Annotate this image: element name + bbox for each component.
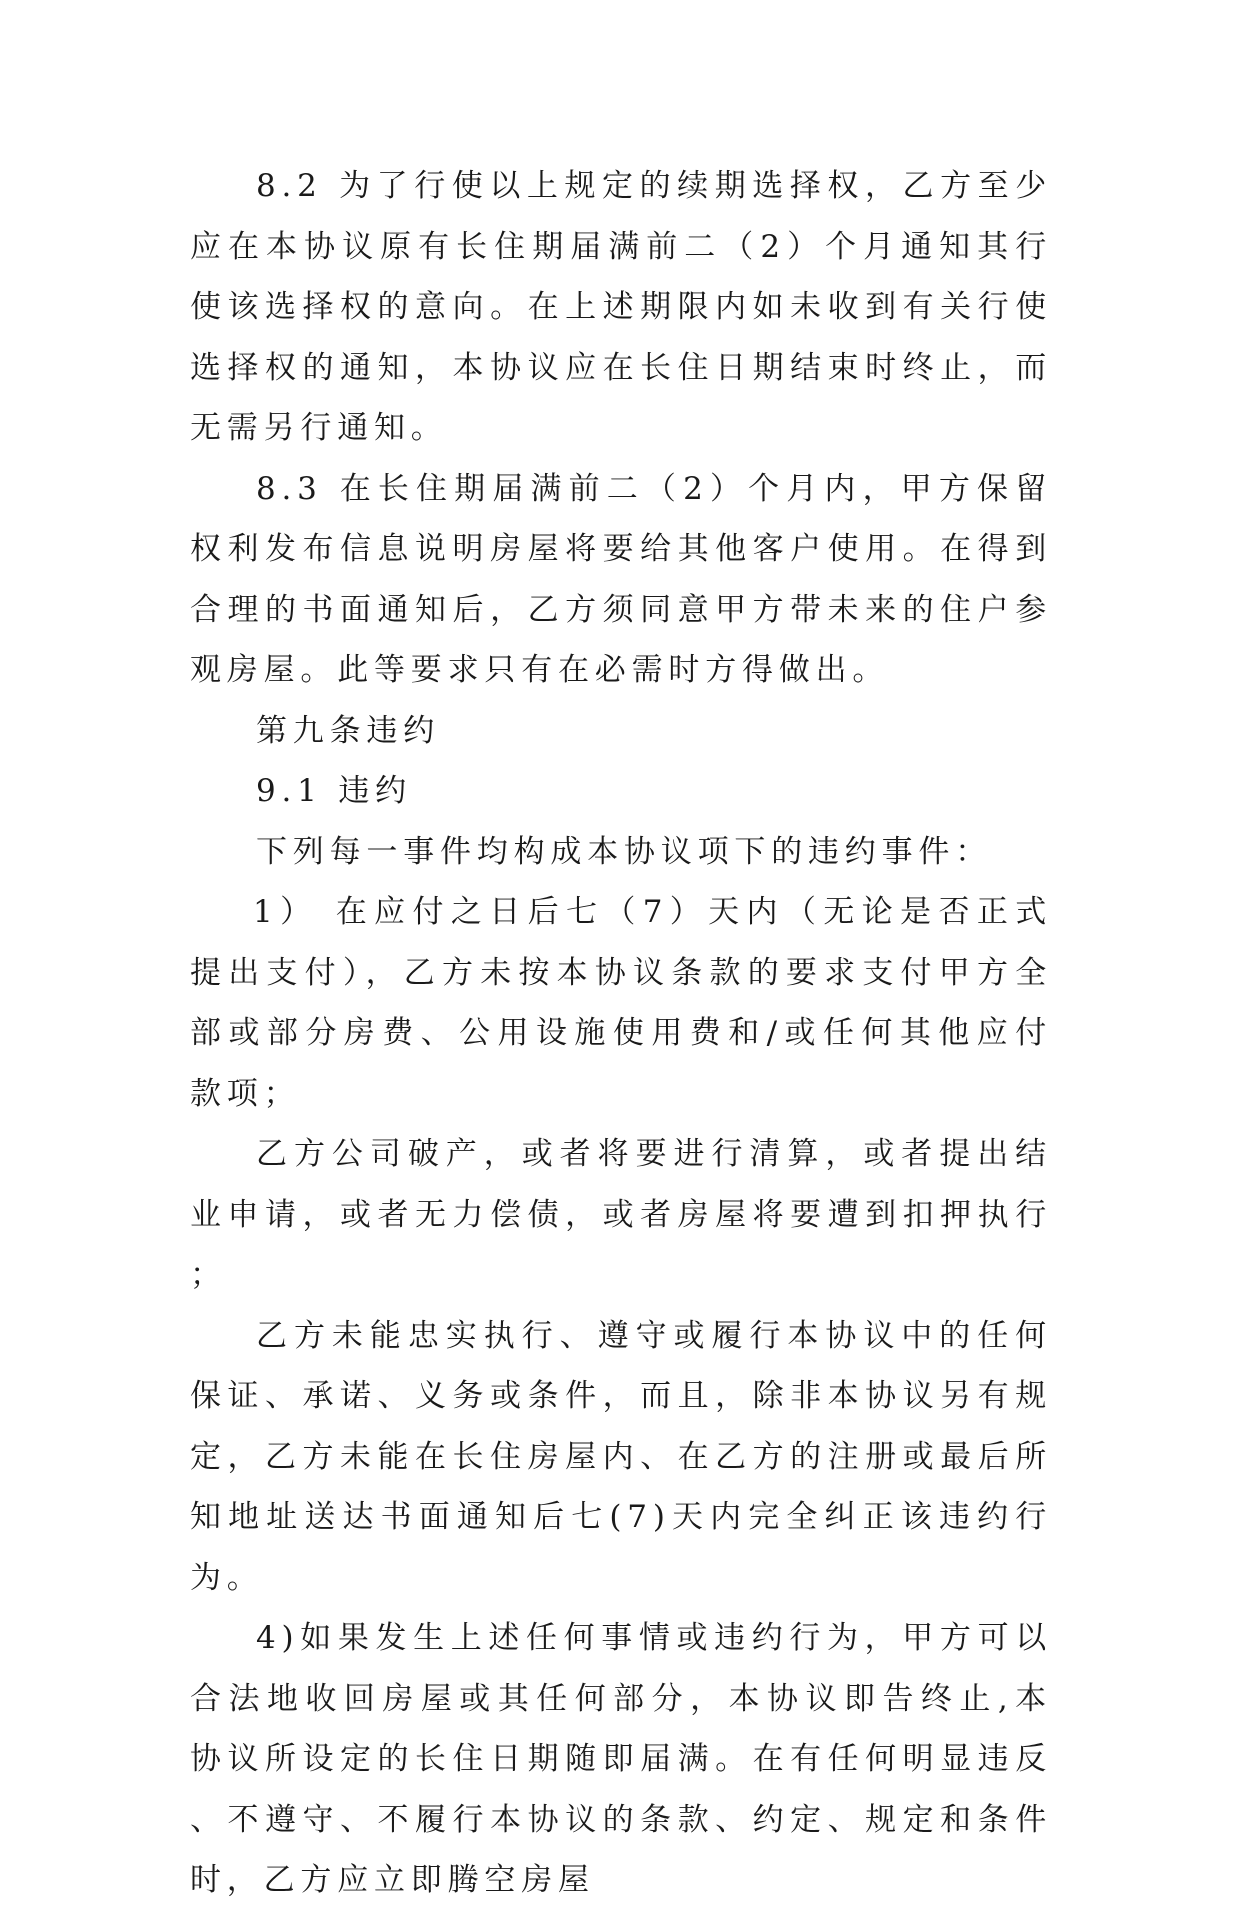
default-event-1: 1） 在应付之日后七（7）天内（无论是否正式提出支付），乙方未按本协议条款的要求支付甲方全部或部分房费、公用设施使用费和/或任何其他应付款项； [190,894,1052,1112]
default-event-2: 乙方公司破产，或者将要进行清算，或者提出结业申请，或者无力偿债，或者房屋将要遭到扣押执行； [190,1136,1052,1293]
default-events-intro: 下列每一事件均构成本协议项下的违约事件： [256,833,992,870]
document-page [190,156,1052,1911]
clause-8-2: 8.2 为了行使以上规定的续期选择权，乙方至少应在本协议原有长住期届满前二（2）个月通知其行使该选择权的意向。在上述期限内如未收到有关行使选择权的通知，本协议应在长住日期结束时终止，而无需另行通知。 [190,168,1052,446]
article-9-heading: 第九条违约 [256,712,440,749]
default-event-4: 4)如果发生上述任何事情或违约行为，甲方可以合法地收回房屋或其任何部分，本协议即告终止,本协议所设定的长住日期随即届满。在有任何明显违反、不遵守、不履行本协议的条款、约定、规定和条件时，乙方应立即腾空房屋 [190,1620,1052,1898]
clause-9-1-heading: 9.1 违约 [256,773,412,809]
clause-8-3: 8.3 在长住期届满前二（2）个月内，甲方保留权利发布信息说明房屋将要给其他客户使用。在得到合理的书面通知后，乙方须同意甲方带未来的住户参观房屋。此等要求只有在必需时方得做出。 [190,470,1052,688]
default-event-3: 乙方未能忠实执行、遵守或履行本协议中的任何保证、承诺、义务或条件，而且，除非本协议另有规定，乙方未能在长住房屋内、在乙方的注册或最后所知地址送达书面通知后七(7)天内完全纠正该违约行为。 [190,1317,1052,1596]
